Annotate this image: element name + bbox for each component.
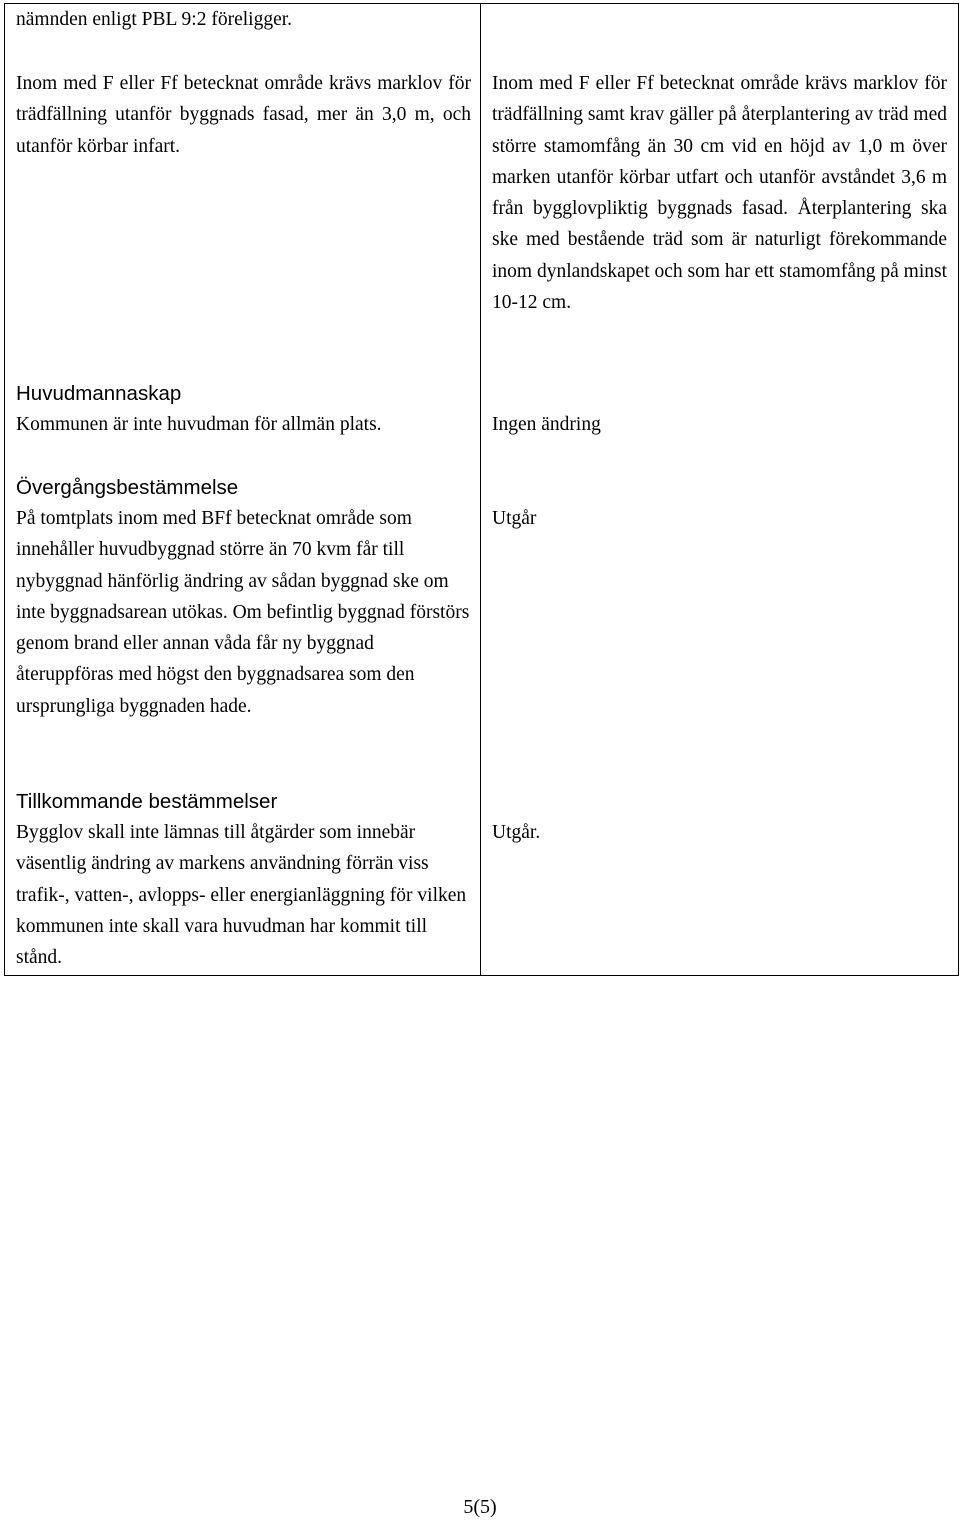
current-provisions-column (5, 4, 481, 976)
huvudmannaskap-heading: Huvudmannaskap (16, 382, 182, 405)
huvudmannaskap-text: Kommunen är inte huvudman för allmän plats. (16, 414, 382, 435)
intro-text: nämnden enligt PBL 9:2 föreligger. (16, 9, 293, 30)
overgang-section (16, 472, 471, 722)
huvudmannaskap-section (16, 378, 471, 440)
overgang-heading: Övergångsbestämmelse (16, 476, 239, 499)
table-row (5, 4, 959, 976)
overgang-text: På tomtplats inom med BFf betecknat område som innehåller huvudbyggnad större än 70 kvm får till nybyggnad hänförlig ändring av sådan byggnad ske om inte byggnadsarean utökas. Om befintlig byggnad förstörs genom brand eller annan våda får ny byggnad återuppföras med högst den byggnadsarea som den ursprungliga byggnaden hade. (16, 508, 470, 717)
overgang-change: Utgår (492, 508, 537, 529)
amended-provisions-column (481, 4, 959, 976)
tree-felling-text: Inom med F eller Ff betecknat område krävs marklov för trädfällning utanför byggnads fasad, mer än 3,0 m, och utanför körbar infart. (16, 73, 471, 157)
tillkommande-section (16, 786, 471, 973)
tillkommande-text: Bygglov skall inte lämnas till åtgärder som innebär väsentlig ändring av markens användning förrän viss trafik-, vatten-, avlopps- eller energianläggning för vilken kommunen inte skall vara huvudman har kommit till stånd. (16, 822, 467, 969)
tree-felling-amended-text: Inom med F eller Ff betecknat område krävs marklov för trädfällning samt krav gäller på återplantering av träd med större stamomfång än 30 cm vid en höjd av 1,0 m över marken utanför körbar utfart och utanför avståndet 3,6 m från bygglovpliktig byggnads fasad. Återplantering ska ske med bestående träd som är naturligt förekommande inom dynlandskapet och som har ett stamomfång på minst 10-12 cm. (492, 73, 947, 314)
tillkommande-change: Utgår. (492, 822, 541, 843)
page-number: 5(5) (463, 1496, 497, 1518)
huvudmannaskap-change: Ingen ändring (492, 414, 601, 435)
provisions-comparison-table (4, 3, 959, 976)
tillkommande-heading: Tillkommande bestämmelser (16, 790, 278, 813)
